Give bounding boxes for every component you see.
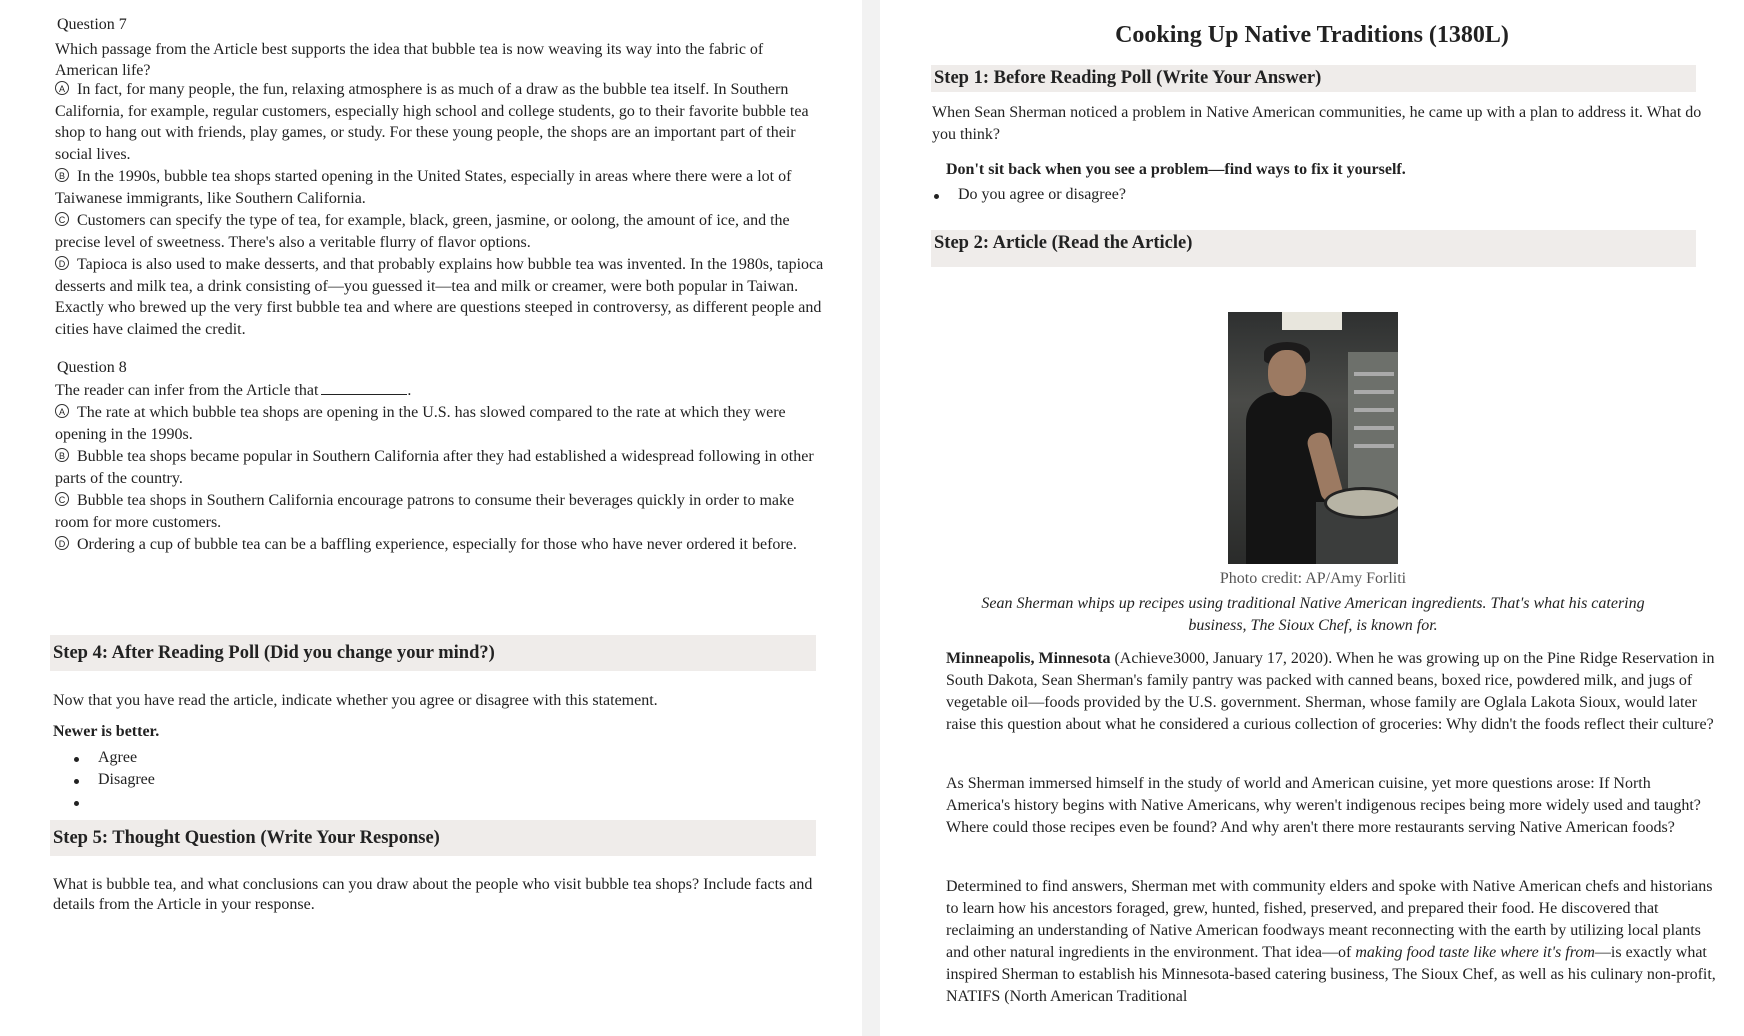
q7-option-c[interactable] — [55, 210, 825, 253]
bullet-icon — [934, 194, 939, 199]
step-4-heading: Step 4: After Reading Poll (Did you change your mind?) — [50, 635, 816, 671]
right-page — [880, 0, 1744, 1036]
q8-option-b[interactable] — [55, 446, 825, 489]
poll-choices — [74, 749, 374, 815]
question-8-prompt: The reader can infer from the Article that — [55, 382, 319, 399]
photo-chef-head — [1268, 350, 1306, 396]
question-7-title: Question 7 — [57, 16, 127, 33]
step-1-bullet-item — [934, 186, 1334, 208]
step-1-bullet-text: Do you agree or disagree? — [958, 186, 1126, 203]
option-c-circle-icon: C — [55, 492, 69, 506]
option-c-circle-icon: C — [55, 212, 69, 226]
photo-shelf-racks — [1354, 372, 1394, 376]
q8-option-b-text: Bubble tea shops became popular in Southern California after they had established a widespread following in other parts of the country. — [55, 448, 814, 487]
bullet-icon — [74, 757, 79, 762]
q8-option-a-text: The rate at which bubble tea shops are opening in the U.S. has slowed compared to the rate at which they were opening in the 1990s. — [55, 404, 786, 443]
option-b-circle-icon: B — [55, 168, 69, 182]
step-1-bullets — [934, 186, 1334, 208]
article-dateline: Minneapolis, Minnesota — [946, 650, 1111, 667]
article-title: Cooking Up Native Traditions (1380L) — [1115, 22, 1509, 48]
q7-option-a[interactable] — [55, 79, 825, 165]
q8-option-c-text: Bubble tea shops in Southern California encourage patrons to consume their beverages quickly in order to make room for more customers. — [55, 492, 795, 531]
step-5-prompt: What is bubble tea, and what conclusions can you draw about the people who visit bubble tea shops? Include facts and details from the Article in your response. — [53, 876, 813, 913]
bullet-icon — [74, 779, 79, 784]
step-4-statement: Newer is better. — [53, 723, 160, 740]
step-2-heading: Step 2: Article (Read the Article) — [931, 230, 1696, 267]
q7-option-c-text: Customers can specify the type of tea, for example, black, green, jasmine, or oolong, the amount of ice, and the precise level of sweetness. There's also a veritable flurry of flavor options. — [55, 212, 790, 251]
poll-choice-agree[interactable] — [74, 749, 374, 771]
option-a-circle-icon: A — [55, 404, 69, 418]
bullet-icon — [74, 801, 79, 806]
step-4-instruction: Now that you have read the article, indicate whether you agree or disagree with this statement. — [53, 692, 658, 709]
q7-option-a-text: In fact, for many people, the fun, relaxing atmosphere is as much of a draw as the bubble tea itself. In Southern California, for example, regular customers, especially high school and college students, go to their favorite bubble tea shop to hang out with friends, play games, or study. For these young people, the shops are an important part of their social lives. — [55, 81, 809, 163]
step-1-heading: Step 1: Before Reading Poll (Write Your Answer) — [931, 65, 1696, 92]
article-photo — [1228, 312, 1398, 564]
q7-option-d[interactable] — [55, 254, 825, 340]
q7-option-d-text: Tapioca is also used to make desserts, and that probably explains how bubble tea was invented. In the 1980s, tapioca desserts and milk tea, a drink consisting of—you guessed it—tea and milk or creamer, were both popular in Taiwan. Exactly who brewed up the very first bubble tea and where are questions steeped in controversy, as different people and cities have claimed the credit. — [55, 256, 824, 338]
question-8-prompt-row: The reader can infer from the Article that . — [55, 382, 412, 399]
poll-choice-label: Agree — [98, 749, 138, 766]
q8-option-d[interactable] — [55, 534, 825, 556]
question-7-prompt: Which passage from the Article best supports the idea that bubble tea is now weaving its way into the fabric of American life? — [55, 41, 764, 79]
article-paragraph-1-text: (Achieve3000, January 17, 2020). When he was growing up on the Pine Ridge Reservation in South Dakota, Sean Sherman's family pantry was packed with canned beans, boxed rice, powdered milk, and jugs of vegetable oil—foods provided by the U.S. government. Sherman, whose family are Oglala Lakota Sioux, would later raise this question about what he considered a curious collection of groceries: Why didn't the foods reflect their culture? — [946, 650, 1715, 733]
article-paragraph-1 — [946, 648, 1716, 736]
poll-choice-disagree[interactable] — [74, 771, 374, 793]
poll-choice-label: Disagree — [98, 771, 155, 788]
q7-option-b-text: In the 1990s, bubble tea shops started opening in the United States, especially in areas where there were a lot of Taiwanese immigrants, like Southern California. — [55, 168, 792, 207]
option-a-circle-icon: A — [55, 81, 69, 95]
q7-option-b[interactable] — [55, 166, 825, 209]
article-paragraph-3-emphasis: making food taste like where it's from — [1355, 944, 1595, 961]
photo-ceiling-light — [1282, 312, 1342, 330]
article-paragraph-2: As Sherman immersed himself in the study of world and American cuisine, yet more questions arose: If North America's history begins with Native Americans, why weren't indigenous recipes being more widely used and taught? Where could those recipes even be found? And why aren't there more restaurants serving Native American foods? — [946, 775, 1701, 836]
option-d-circle-icon: D — [55, 256, 69, 270]
q8-option-d-text: Ordering a cup of bubble tea can be a baffling experience, especially for those who have never ordered it before. — [77, 536, 797, 553]
answer-blank — [321, 380, 407, 395]
article-paragraph-3-tail: —is exactly what inspired Sherman to establish his Minnesota-based catering business, The Sioux Chef, as well as his culinary non-profit, NATIFS (North American Traditional — [946, 944, 1716, 1005]
photo-credit: Photo credit: AP/Amy Forliti — [1219, 570, 1407, 587]
step-5-heading: Step 5: Thought Question (Write Your Response) — [50, 820, 816, 856]
question-8-title: Question 8 — [57, 359, 127, 376]
article-paragraph-3 — [946, 876, 1716, 1008]
option-d-circle-icon: D — [55, 536, 69, 550]
option-b-circle-icon: B — [55, 448, 69, 462]
poll-choice-empty[interactable] — [74, 793, 374, 815]
step-1-intro: When Sean Sherman noticed a problem in Native American communities, he came up with a plan to address it. What do you think? — [932, 104, 1702, 143]
article-paragraph-3-text: Determined to find answers, Sherman met with community elders and spoke with Native American chefs and historians to learn how his ancestors foraged, grew, hunted, fished, preserved, and prepared their food. He discovered that reclaiming an understanding of Native American foodways meant reconnecting with the earth by utilizing local plants and other natural ingredients in the environment. That idea—of — [946, 878, 1713, 961]
photo-pan — [1324, 487, 1398, 519]
q8-option-a[interactable] — [55, 402, 825, 445]
photo-caption: Sean Sherman whips up recipes using traditional Native American ingredients. That's what his catering business, The Sioux Chef, is known for. — [981, 595, 1645, 634]
left-page — [0, 0, 862, 1036]
q8-option-c[interactable] — [55, 490, 825, 533]
step-1-statement: Don't sit back when you see a problem—find ways to fix it yourself. — [946, 161, 1406, 178]
